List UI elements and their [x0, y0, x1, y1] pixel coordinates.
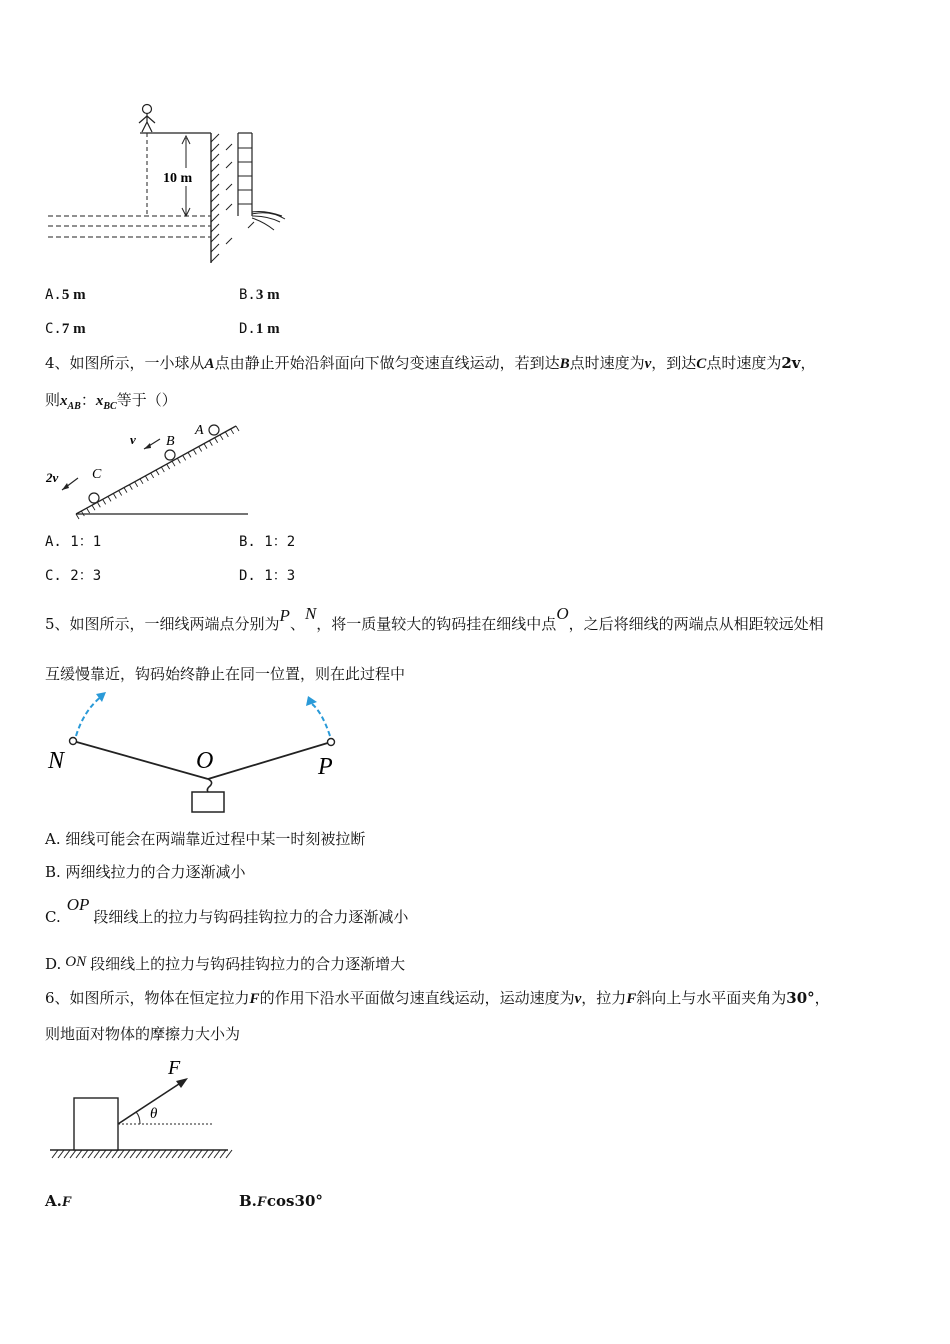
q5-option-c-symbol: OP: [66, 895, 90, 914]
label-c: C: [92, 467, 102, 482]
cliff-hatch: [211, 134, 219, 262]
q4-option-b[interactable]: B. 1：2: [239, 534, 296, 550]
pull-force-figure: [40, 1054, 240, 1166]
q3-option-d-value: 1 m: [255, 321, 280, 337]
velocity-2v-arrow-icon: [62, 483, 69, 490]
q4-option-a[interactable]: A. 1：1: [45, 534, 102, 550]
label-f: F: [168, 1057, 181, 1079]
ball-c-icon: [89, 493, 99, 503]
arrow-right-icon: [306, 696, 317, 706]
point-p-icon: [328, 739, 335, 746]
velocity-v-arrow-icon: [144, 443, 151, 449]
q5-option-d[interactable]: D. ON 段细线上的拉力与钩码挂钩拉力的合力逐渐增大: [45, 954, 406, 973]
q3-option-b-value: 3 m: [255, 287, 280, 303]
q3-option-b[interactable]: B.3 m: [239, 287, 280, 303]
hook-icon: [207, 779, 211, 792]
q6-option-a-value: F: [61, 1194, 72, 1210]
string-hook-figure: [40, 686, 360, 816]
ground-hatch: [52, 1150, 232, 1158]
cliff-diving-figure: [40, 98, 300, 270]
q6-option-b-value: cos30°: [266, 1192, 323, 1210]
point-n-icon: [70, 738, 77, 745]
q6-question-line1: 6、如图所示，物体在恒定拉力F的作用下沿水平面做匀速直线运动，运动速度为v，拉力F斜向上与水平面夹角为30°，: [45, 989, 830, 1007]
weight-block: [192, 792, 224, 812]
person-head-icon: [143, 105, 152, 114]
q5-option-a[interactable]: A. 细线可能会在两端靠近过程中某一时刻被拉断: [45, 830, 366, 848]
q3-option-a[interactable]: A.5 m: [45, 287, 86, 303]
q5-option-b[interactable]: B. 两细线拉力的合力逐渐减小: [45, 863, 246, 881]
label-theta: θ: [150, 1106, 158, 1122]
q4-question-line1: 4、如图所示，一小球从A点由静止开始沿斜面向下做匀变速直线运动，若到达B点时速度为v，到达C点时速度为2v，: [45, 354, 816, 372]
q4-question-line2: 则$x_{AB}$：$x_{BC}$等于（）: [45, 391, 177, 412]
q3-option-c-value: 7 m: [61, 321, 86, 337]
q6-option-a[interactable]: A.F: [45, 1192, 72, 1210]
q5-option-d-symbol: ON: [65, 954, 87, 970]
q4-option-c[interactable]: C. 2：3: [45, 568, 102, 584]
label-o: O: [196, 748, 214, 774]
q3-option-a-value: 5 m: [61, 287, 86, 303]
q3-option-d[interactable]: D.1 m: [239, 321, 280, 337]
label-p: P: [318, 754, 333, 780]
q6-question-line2: 则地面对物体的摩擦力大小为: [45, 1025, 241, 1043]
q4-option-d[interactable]: D. 1：3: [239, 568, 296, 584]
q5-option-c[interactable]: C.OP段细线上的拉力与钩码挂钩拉力的合力逐渐减小: [45, 895, 409, 926]
label-2v: 2v: [46, 470, 59, 485]
q6-option-b[interactable]: B.Fcos30°: [239, 1192, 323, 1210]
force-arrow-icon: [176, 1078, 188, 1088]
label-a: A: [195, 423, 204, 438]
incline-figure: [40, 418, 260, 520]
person-body-icon: [139, 113, 155, 132]
label-n: N: [48, 748, 65, 774]
block: [74, 1098, 118, 1150]
q3-option-c[interactable]: C.7 m: [45, 321, 86, 337]
ball-a-icon: [209, 425, 219, 435]
label-b: B: [166, 434, 175, 449]
ball-b-icon: [165, 450, 175, 460]
q5-question-line1: 5、如图所示，一细线两端点分别为P、N，将一质量较大的钩码挂在细线中点O，之后将细线的两端点从相距较远处相: [45, 604, 824, 633]
label-v: v: [130, 432, 136, 447]
height-label: 10 m: [163, 171, 193, 186]
q5-question-line2: 互缓慢靠近，钩码始终静止在同一位置，则在此过程中: [45, 665, 406, 683]
